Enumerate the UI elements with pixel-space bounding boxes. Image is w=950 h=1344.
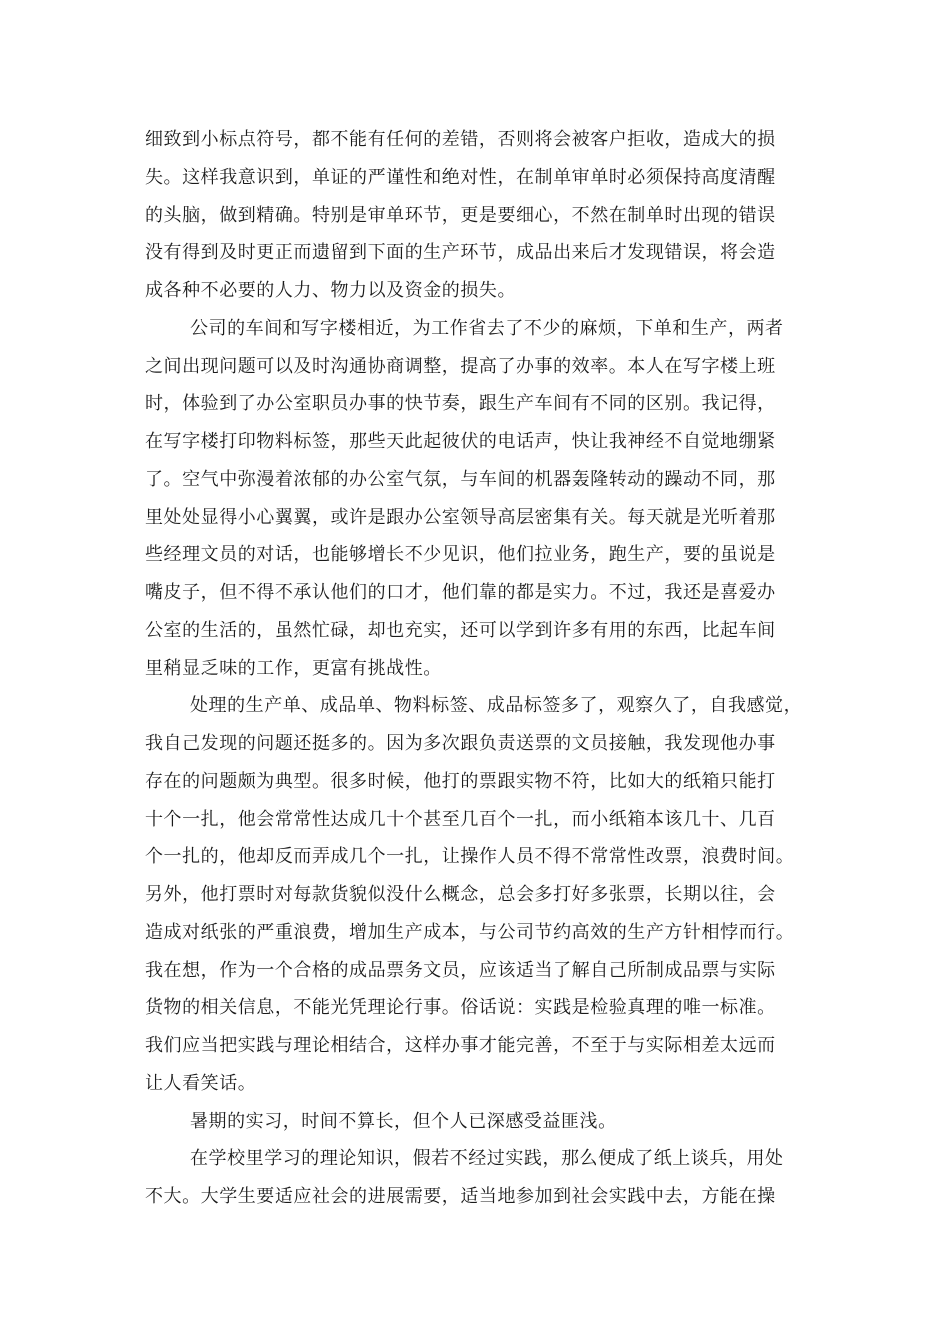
text-line: 十个一扎，他会常常性达成几十个甚至几百个一扎，而小纸箱本该几十、几百 [145, 808, 776, 830]
text-line: 我自己发现的问题还挺多的。因为多次跟负责送票的文员接触，我发现他办事 [145, 733, 776, 754]
text-line: 嘴皮子，但不得不承认他们的口才，他们靠的都是实力。不过，我还是喜爱办 [145, 582, 776, 603]
text-line: 造成对纸张的严重浪费，增加生产成本，与公司节约高效的生产方针相悖而行。 [145, 921, 795, 943]
text-line: 细致到小标点符号，都不能有任何的差错，否则将会被客户拒收，造成大的损 [145, 129, 776, 150]
text-line: 了。空气中弥漫着浓郁的办公室气氛，与车间的机器轰隆转动的躁动不同，那 [145, 468, 776, 490]
paragraph-5 [145, 1140, 807, 1216]
text-line: 存在的问题颇为典型。很多时候，他打的票跟实物不符，比如大的纸箱只能打 [145, 770, 776, 792]
text-line: 个一扎的，他却反而弄成几个一扎，让操作人员不得不常常性改票，浪费时间。 [145, 846, 795, 868]
text-line: 处理的生产单、成品单、物料标签、成品标签多了，观察久了，自我感觉， [190, 695, 803, 717]
text-line: 货物的相关信息，不能光凭理论行事。俗话说：实践是检验真理的唯一标准。 [145, 997, 776, 1019]
text-line: 里处处显得小心翼翼，或许是跟办公室领导高层密集有关。每天就是光听着那 [145, 506, 776, 528]
text-line: 的头脑，做到精确。特别是审单环节，更是要细心，不然在制单时出现的错误 [145, 204, 776, 226]
text-line: 在学校里学习的理论知识，假若不经过实践，那么便成了纸上谈兵，用处 [190, 1148, 784, 1170]
paragraph-3 [145, 687, 807, 1102]
text-line: 我在想，作为一个合格的成品票务文员，应该适当了解自己所制成品票与实际 [145, 959, 776, 981]
text-line: 暑期的实习，时间不算长，但个人已深感受益匪浅。 [190, 1110, 617, 1132]
text-line: 公司的车间和写字楼相近，为工作省去了不少的麻烦，下单和生产，两者 [190, 317, 784, 339]
text-line: 让人看笑话。 [145, 1072, 257, 1094]
paragraph-4 [145, 1103, 807, 1141]
text-line: 时，体验到了办公室职员办事的快节奏，跟生产车间有不同的区别。我记得， [145, 393, 776, 415]
paragraph-2 [145, 310, 807, 688]
text-line: 里稍显乏味的工作，更富有挑战性。 [145, 657, 442, 679]
document-page [145, 121, 807, 1216]
text-line: 我们应当把实践与理论相结合，这样办事才能完善，不至于与实际相差太远而 [145, 1035, 776, 1056]
text-line: 没有得到及时更正而遗留到下面的生产环节，成品出来后才发现错误，将会造 [145, 242, 776, 264]
text-line: 成各种不必要的人力、物力以及资金的损失。 [145, 280, 516, 301]
text-line: 公室的生活的，虽然忙碌，却也充实，还可以学到许多有用的东西，比起车间 [145, 619, 776, 641]
text-line: 失。这样我意识到，单证的严谨性和绝对性，在制单审单时必须保持高度清醒 [145, 166, 776, 188]
text-line: 之间出现问题可以及时沟通协商调整，提高了办事的效率。本人在写字楼上班 [145, 355, 776, 377]
paragraph-1 [145, 121, 807, 310]
text-line: 不大。大学生要适应社会的进展需要，适当地参加到社会实践中去，方能在操 [145, 1186, 776, 1207]
text-line: 在写字楼打印物料标签，那些天此起彼伏的电话声，快让我神经不自觉地绷紧 [145, 431, 776, 452]
text-line: 些经理文员的对话，也能够增长不少见识，他们拉业务，跑生产，要的虽说是 [145, 544, 776, 566]
text-line: 另外，他打票时对每款货貌似没什么概念，总会多打好多张票，长期以往，会 [145, 884, 776, 905]
